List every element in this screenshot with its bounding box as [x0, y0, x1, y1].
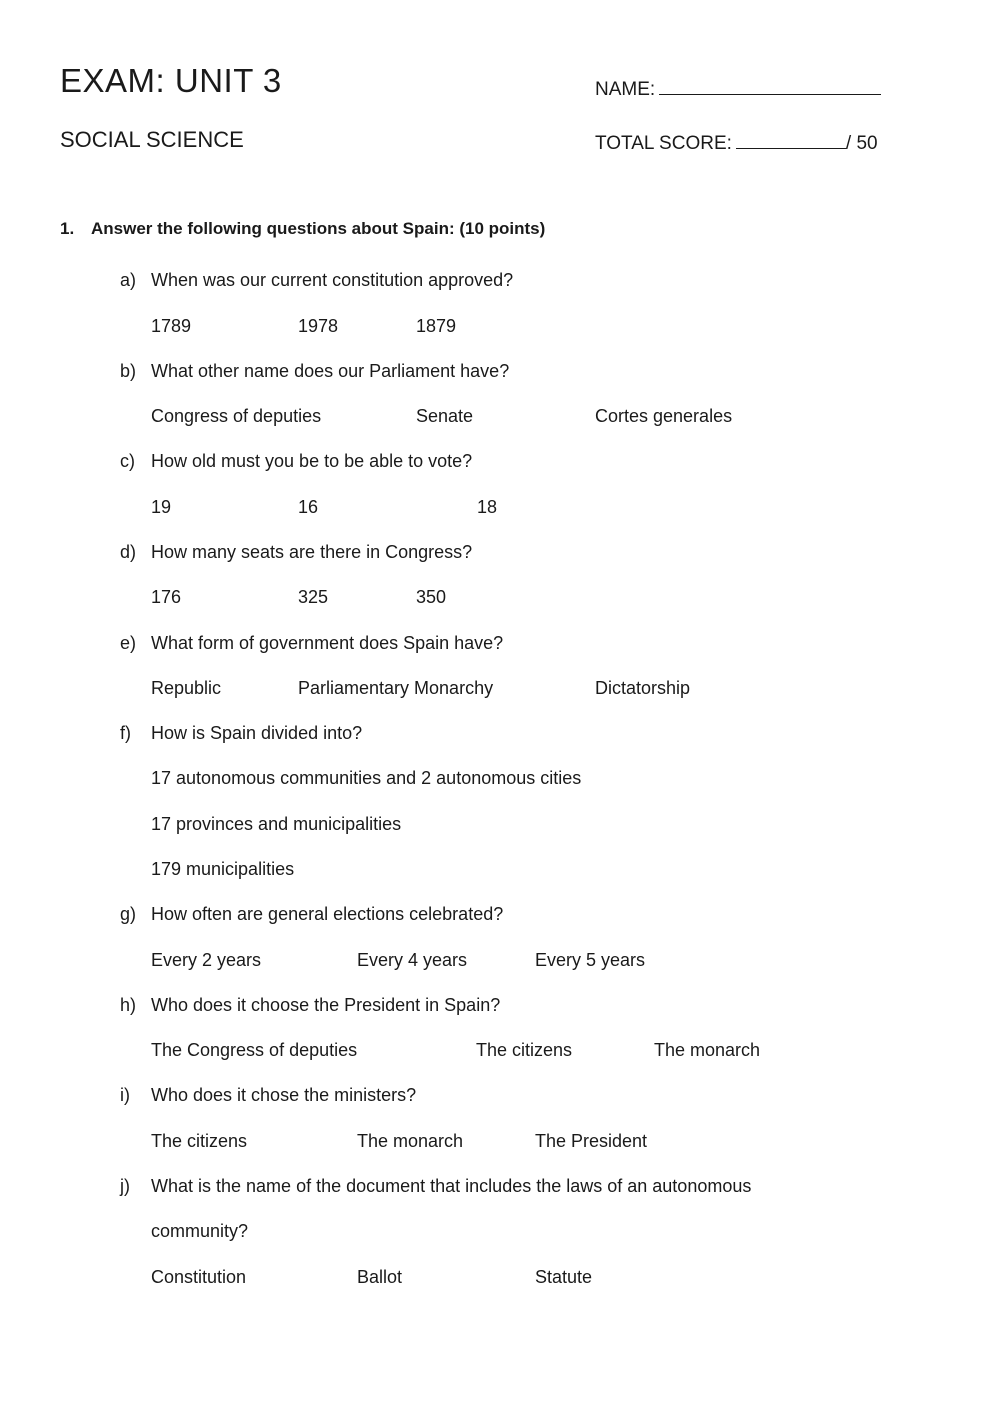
answer-option[interactable]: 18: [477, 497, 498, 517]
answer-option[interactable]: Every 5 years: [535, 950, 646, 970]
question-letter: d): [120, 542, 137, 562]
answer-option[interactable]: Republic: [151, 678, 222, 698]
exam-title: EXAM: UNIT 3: [60, 62, 282, 99]
answer-option[interactable]: 325: [298, 587, 329, 607]
answer-option[interactable]: The citizens: [476, 1040, 573, 1060]
question-letter: e): [120, 633, 137, 653]
question-text: What form of government does Spain have?: [151, 633, 504, 653]
question-letter: c): [120, 451, 135, 471]
answer-option[interactable]: Constitution: [151, 1267, 247, 1287]
answer-option[interactable]: 17 provinces and municipalities: [151, 814, 402, 834]
answer-option[interactable]: 179 municipalities: [151, 859, 295, 879]
question-text: How many seats are there in Congress?: [151, 542, 473, 562]
answer-option[interactable]: Parliamentary Monarchy: [298, 678, 494, 698]
score-total: / 50: [845, 133, 878, 154]
name-blank-line[interactable]: [659, 76, 881, 95]
answer-option[interactable]: 17 autonomous communities and 2 autonomous cities: [151, 768, 582, 788]
answer-option[interactable]: 176: [151, 587, 182, 607]
answer-option[interactable]: Cortes generales: [595, 406, 733, 426]
question-letter: f): [120, 723, 131, 743]
section-number: 1.: [60, 219, 75, 238]
answer-option[interactable]: Dictatorship: [595, 678, 691, 698]
answer-option[interactable]: Congress of deputies: [151, 406, 322, 426]
question-letter: j): [120, 1176, 130, 1196]
exam-subject: SOCIAL SCIENCE: [60, 127, 244, 152]
answer-option[interactable]: Statute: [535, 1267, 593, 1287]
score-blank-line: [736, 130, 846, 149]
total-score-field: [595, 130, 878, 155]
question-text-continued: community?: [151, 1221, 249, 1241]
answer-option[interactable]: 16: [298, 497, 319, 517]
question-letter: b): [120, 361, 137, 381]
question-letter: i): [120, 1085, 130, 1105]
name-label: NAME:: [595, 79, 656, 100]
question-text: How old must you be to be able to vote?: [151, 451, 473, 471]
answer-option[interactable]: 1789: [151, 316, 192, 336]
question-text: When was our current constitution approved?: [151, 270, 514, 290]
answer-option[interactable]: 350: [416, 587, 447, 607]
answer-option[interactable]: 19: [151, 497, 172, 517]
answer-option[interactable]: Every 2 years: [151, 950, 262, 970]
question-text: What is the name of the document that includes the laws of an autonomous: [151, 1176, 752, 1196]
name-field[interactable]: [595, 76, 881, 101]
answer-option[interactable]: Ballot: [357, 1267, 403, 1287]
question-letter: h): [120, 995, 137, 1015]
answer-option[interactable]: Every 4 years: [357, 950, 468, 970]
answer-option[interactable]: The Congress of deputies: [151, 1040, 358, 1060]
answer-option[interactable]: The monarch: [654, 1040, 761, 1060]
question-text: What other name does our Parliament have?: [151, 361, 510, 381]
answer-option[interactable]: The monarch: [357, 1131, 464, 1151]
answer-option[interactable]: 1978: [298, 316, 339, 336]
question-text: How often are general elections celebrated?: [151, 904, 504, 924]
answer-option[interactable]: Senate: [416, 406, 474, 426]
question-letter: a): [120, 270, 137, 290]
answer-option[interactable]: The President: [535, 1131, 648, 1151]
section-heading: [60, 219, 545, 239]
total-score-label: TOTAL SCORE:: [595, 133, 732, 154]
question-text: Who does it chose the ministers?: [151, 1085, 417, 1105]
question-text: How is Spain divided into?: [151, 723, 363, 743]
question-text: Who does it choose the President in Spain?: [151, 995, 501, 1015]
answer-option[interactable]: 1879: [416, 316, 457, 336]
question-letter: g): [120, 904, 137, 924]
answer-option[interactable]: The citizens: [151, 1131, 248, 1151]
section-title: Answer the following questions about Spain: (10 points): [91, 219, 546, 238]
